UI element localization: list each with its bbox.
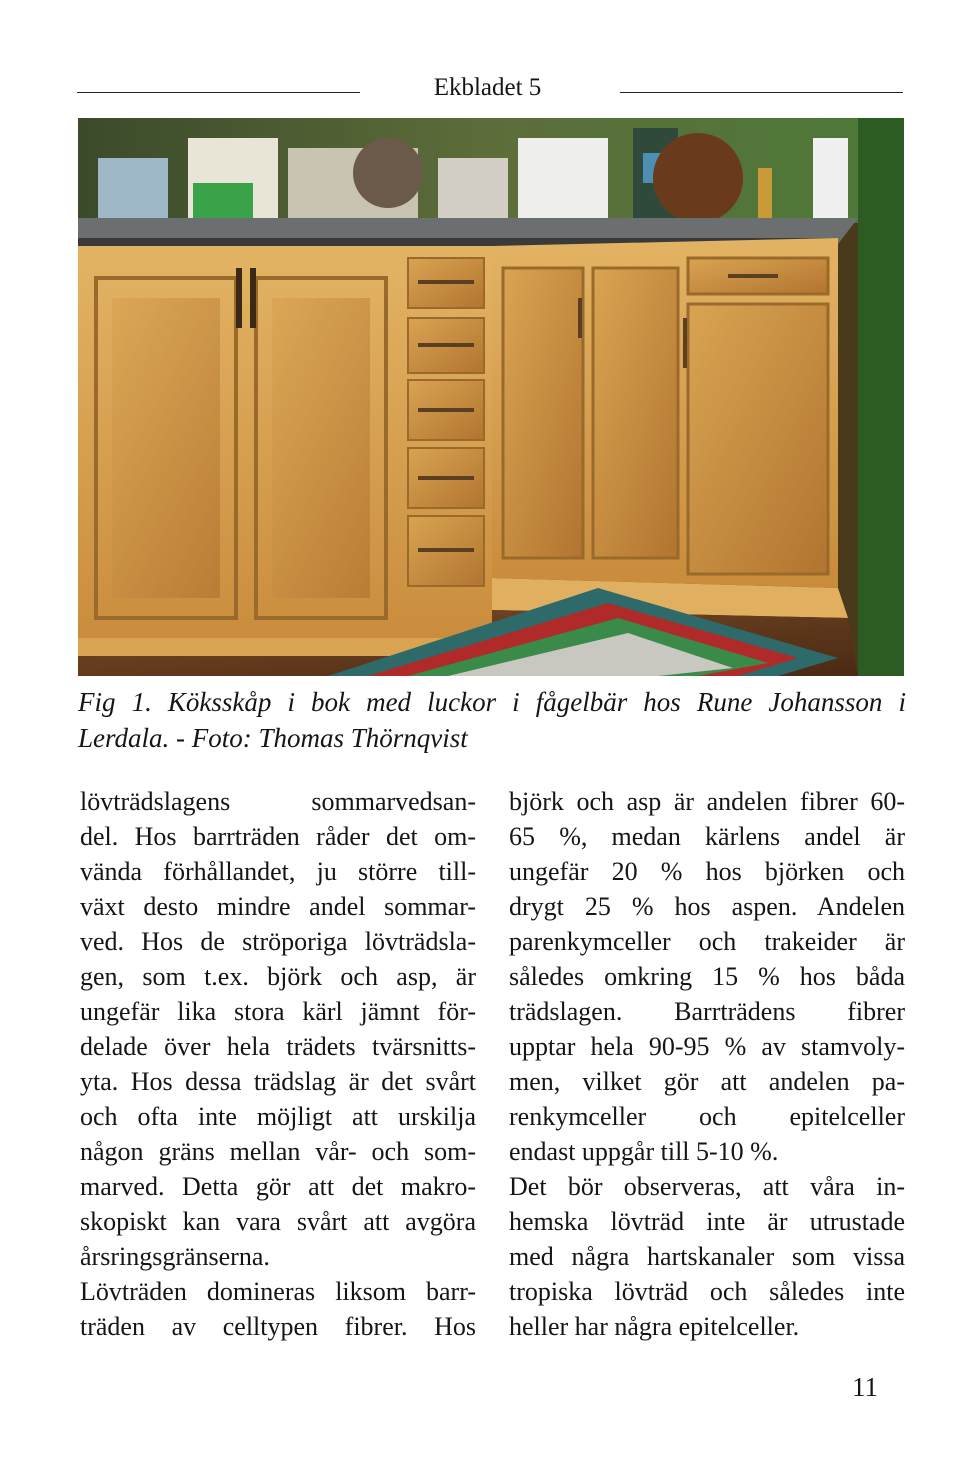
text-line: endast uppgår till 5-10 %. [509, 1137, 779, 1166]
text-line: renkymceller och epitelceller [509, 1102, 905, 1131]
text-line: parenkymceller och trakeider är [509, 927, 905, 956]
figure-caption [78, 684, 906, 756]
caption-line: Fig 1. Köksskåp i bok med luckor i fågelbär hos Rune Johansson i [78, 687, 906, 717]
text-line: ved. Hos de ströporiga lövträdsla- [80, 927, 476, 956]
text-line: upptar hela 90-95 % av stamvoly- [509, 1032, 905, 1061]
text-line: tropiska lövträd och således inte [509, 1277, 905, 1306]
text-line: delade över hela trädets tvärsnitts- [80, 1032, 476, 1061]
caption-line: Lerdala. - Foto: Thomas Thörnqvist [78, 723, 468, 753]
text-line: björk och asp är andelen fibrer 60- [509, 787, 905, 816]
text-line: med några hartskanaler som vissa [509, 1242, 905, 1271]
text-line: årsringsgränserna. [80, 1242, 270, 1271]
text-line: ungefär lika stora kärl jämnt för- [80, 997, 476, 1026]
text-line: trädslagen. Barrträdens fibrer [509, 997, 905, 1026]
text-line: vända förhållandet, ju större till- [80, 857, 476, 886]
page-number: 11 [852, 1372, 878, 1402]
header-title: Ekbladet 5 [433, 74, 542, 101]
text-line: heller har några epitelceller. [509, 1312, 800, 1341]
text-line: och ofta inte möjligt att urskilja [80, 1102, 476, 1131]
body-column-left [80, 784, 476, 1344]
text-line: träden av celltypen fibrer. Hos [80, 1312, 476, 1341]
page-header [75, 68, 900, 112]
text-line: 65 %, medan kärlens andel är [509, 822, 905, 851]
body-column-right [509, 784, 905, 1344]
text-line: gen, som t.ex. björk och asp, är [80, 962, 476, 991]
text-line: del. Hos barrträden råder det om- [80, 822, 476, 851]
text-line: lövträdslagens sommarvedsan- [80, 787, 476, 816]
header-rule-right [620, 92, 903, 93]
kitchen-cabinet-photo [78, 118, 904, 676]
text-line: yta. Hos dessa trädslag är det svårt [80, 1067, 476, 1096]
text-line: Det bör observeras, att våra in- [509, 1172, 905, 1201]
text-line: växt desto mindre andel sommar- [80, 892, 476, 921]
text-line: hemska lövträd inte är utrustade [509, 1207, 905, 1236]
text-line: således omkring 15 % hos båda [509, 962, 905, 991]
text-line: men, vilket gör att andelen pa- [509, 1067, 905, 1096]
text-line: någon gräns mellan vår- och som- [80, 1137, 476, 1166]
text-line: drygt 25 % hos aspen. Andelen [509, 892, 905, 921]
text-line: marved. Detta gör att det makro- [80, 1172, 476, 1201]
text-line: skopiskt kan vara svårt att avgöra [80, 1207, 476, 1236]
text-line: Lövträden domineras liksom barr- [80, 1277, 476, 1306]
text-line: ungefär 20 % hos björken och [509, 857, 905, 886]
